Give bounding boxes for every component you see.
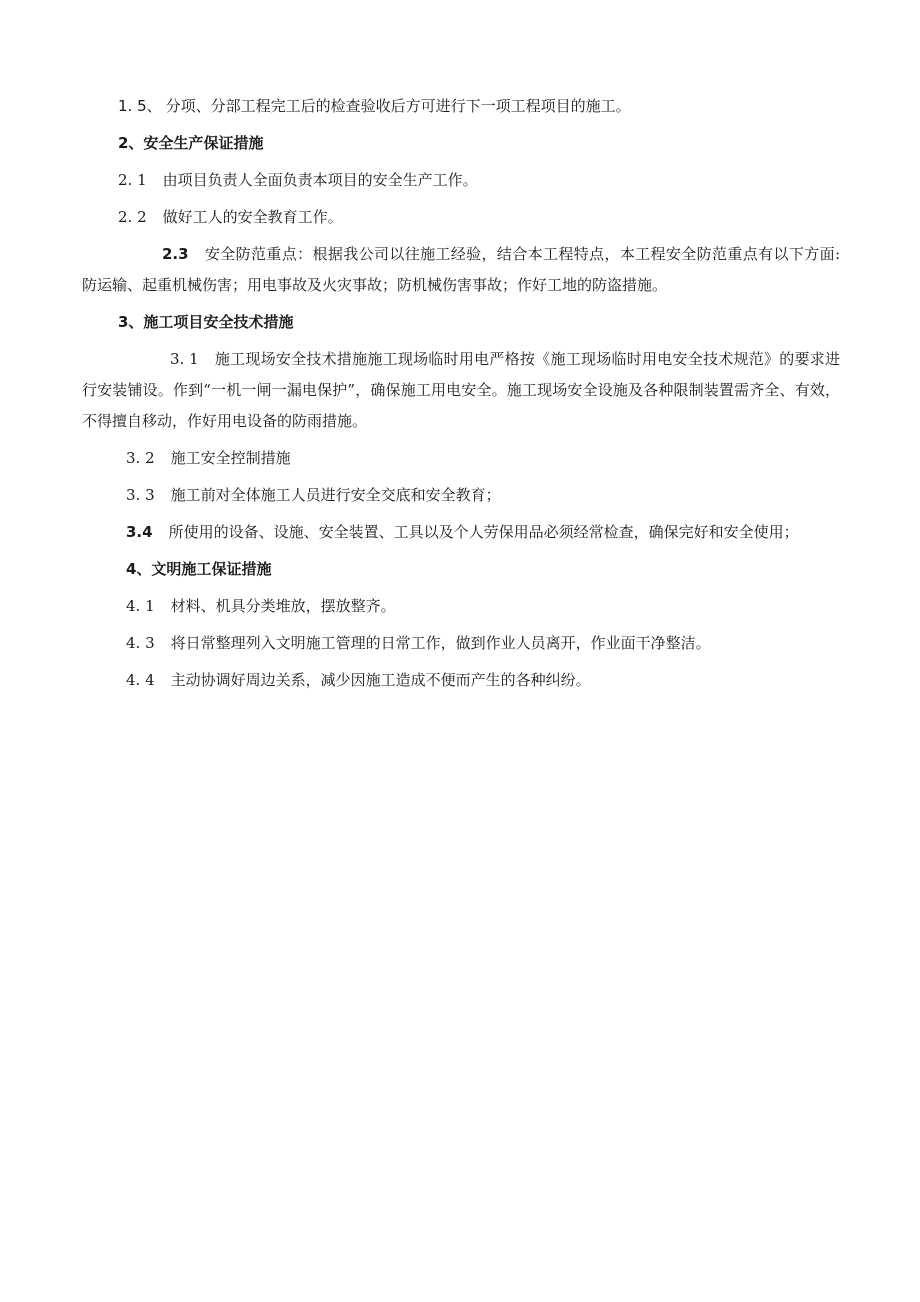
section-heading-4: 4、文明施工保证措施 (126, 560, 272, 578)
paragraph-4-3 (82, 625, 840, 662)
section-heading-3: 3、施工项目安全技术措施 (118, 313, 294, 331)
paragraph-number: 3. 2 (126, 449, 155, 467)
paragraph-text: 做好工人的安全教育工作。 (162, 208, 343, 226)
paragraph-number: 3.4 (126, 523, 153, 541)
paragraph-3-4 (82, 514, 840, 551)
paragraph-text: 施工现场安全技术措施施工现场临时用电严格按《施工现场临时用电安全技术规范》的要求进行安装铺设。作到“一机一闸一漏电保护”，确保施工用电安全。施工现场安全设施及各种限制装置需齐全、有效，不得擅自移动，作好用电设备的防雨措施。 (82, 350, 840, 430)
paragraph-text: 主动协调好周边关系，减少因施工造成不便而产生的各种纠纷。 (170, 671, 591, 689)
paragraph-2-1 (82, 162, 840, 199)
paragraph-4-1 (82, 588, 840, 625)
paragraph-3-2 (82, 440, 840, 477)
paragraph-text: 安全防范重点：根据我公司以往施工经验，结合本工程特点，本工程安全防范重点有以下方面: 防运输、起重机械伤害；用电事故及火灾事故；防机械伤害事故；作好工地的防盗措施。 (82, 245, 840, 294)
paragraph-number: 3. 1 (170, 350, 199, 368)
document-body (82, 88, 840, 699)
paragraph-text: 施工安全控制措施 (170, 449, 291, 467)
paragraph-3-1 (82, 341, 840, 440)
paragraph-number: 2.3 (162, 245, 189, 263)
paragraph-text: 分项、分部工程完工后的检查验收后方可进行下一项工程项目的施工。 (165, 97, 631, 115)
paragraph-text: 将日常整理列入文明施工管理的日常工作，做到作业人员离开，作业面干净整洁。 (170, 634, 711, 652)
paragraph-2-3 (82, 236, 840, 304)
paragraph-1-5 (82, 88, 840, 125)
paragraph-3-3 (82, 477, 840, 514)
paragraph-number: 2. 2 (118, 208, 147, 226)
paragraph-text: 由项目负责人全面负责本项目的安全生产工作。 (162, 171, 478, 189)
paragraph-4-4 (82, 662, 840, 699)
paragraph-number: 3. 3 (126, 486, 155, 504)
paragraph-number: 1. 5、 (118, 97, 162, 115)
paragraph-number: 4. 3 (126, 634, 155, 652)
paragraph-2-2 (82, 199, 840, 236)
paragraph-number: 4. 1 (126, 597, 155, 615)
section-heading-2: 2、安全生产保证措施 (118, 134, 264, 152)
paragraph-number: 2. 1 (118, 171, 147, 189)
paragraph-text: 材料、机具分类堆放，摆放整齐。 (170, 597, 396, 615)
paragraph-number: 4. 4 (126, 671, 155, 689)
paragraph-text: 所使用的设备、设施、安全装置、工具以及个人劳保用品必须经常检查，确保完好和安全使用； (168, 523, 799, 541)
paragraph-text: 施工前对全体施工人员进行安全交底和安全教育； (170, 486, 501, 504)
